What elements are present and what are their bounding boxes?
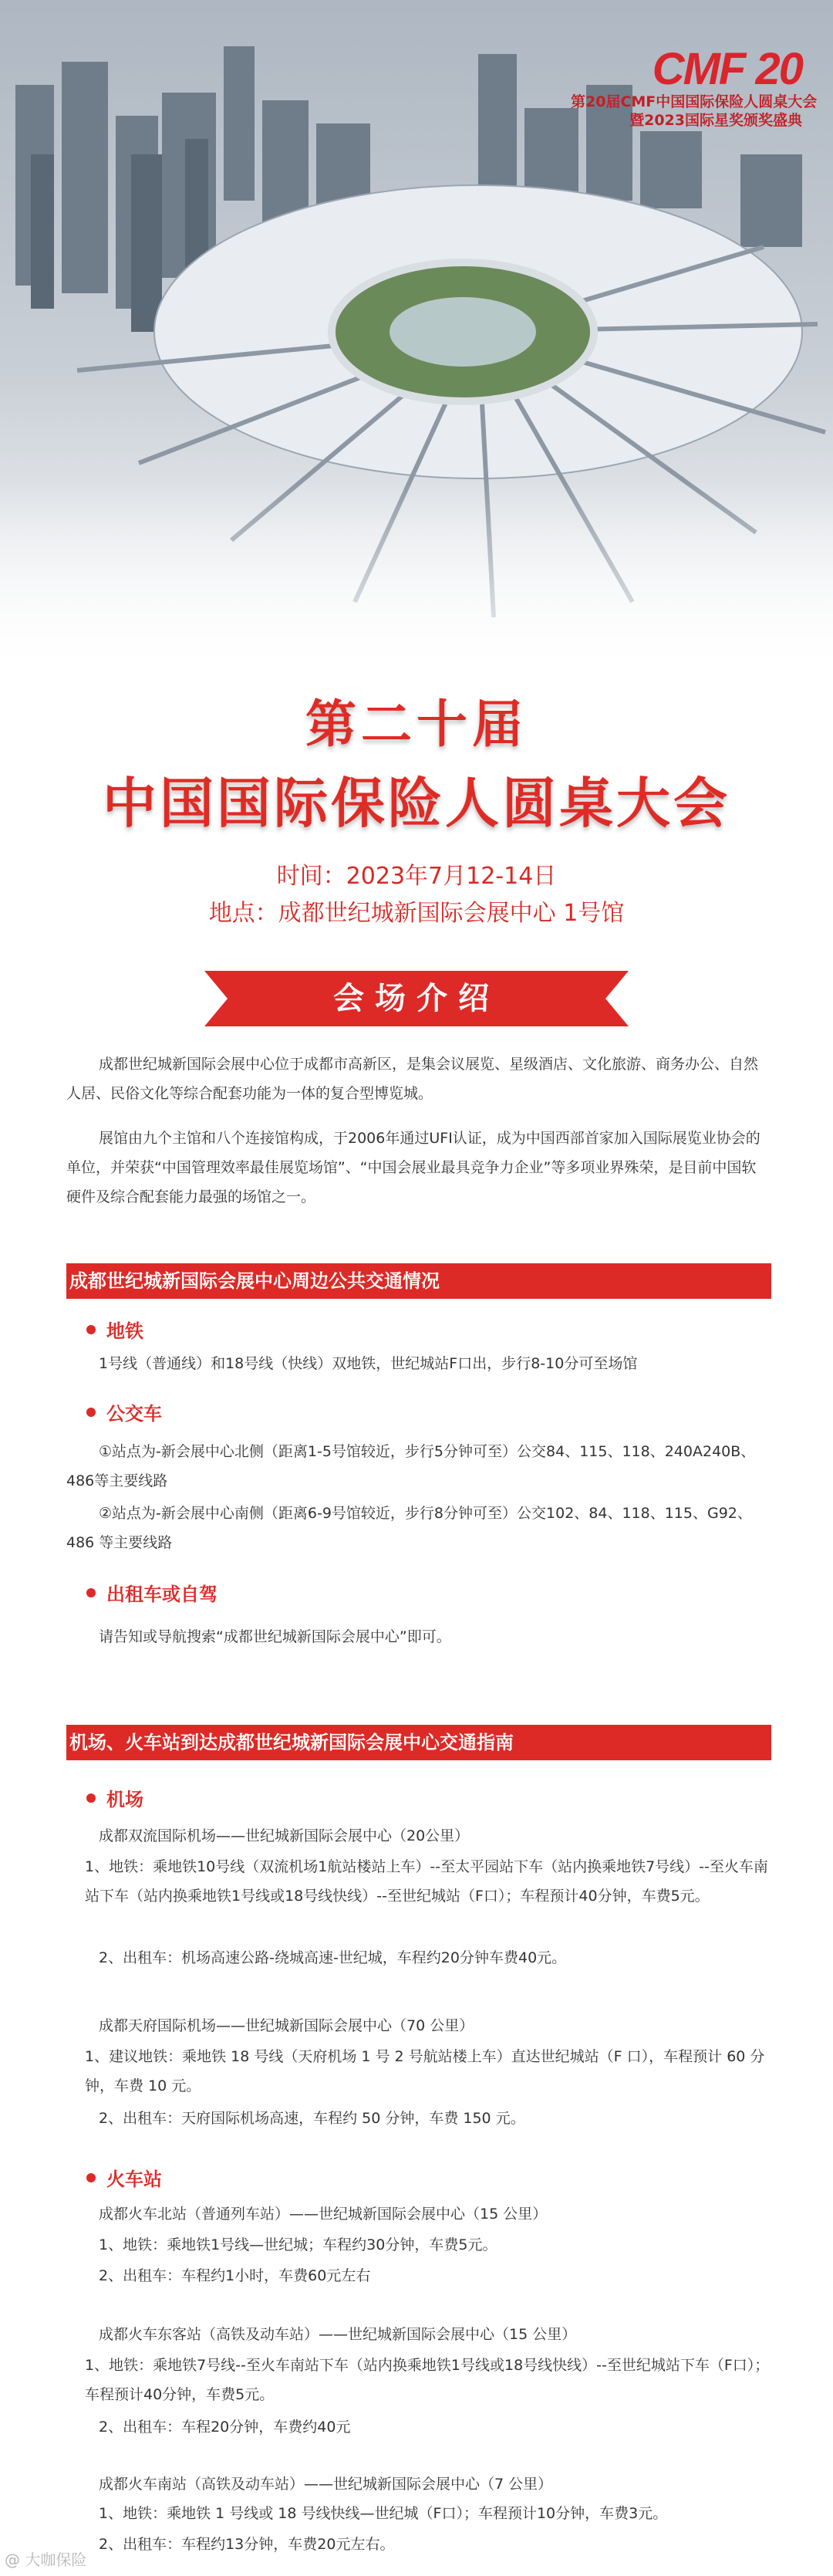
metro-text: 1号线（普通线）和18号线（快线）双地铁，世纪城站F口出，步行8-10分可至场馆 bbox=[99, 1355, 638, 1372]
logo-subtitle-2: 暨2023国际星奖颁奖盛典 bbox=[629, 112, 802, 129]
event-place: 地点：成都世纪城新国际会展中心 1号馆 bbox=[208, 900, 625, 927]
airport-2-line-1: 1、建议地铁：乘地铁 18 号线（天府机场 1 号 2 号航站楼上车）直达世纪城站（F 口），车程预计 60 分钟，车费 10 元。 bbox=[85, 2048, 765, 2094]
intro-paragraph-2: 展馆由九个主馆和八个连接馆构成，于2006年通过UFI认证，成为中国西部首家加入国际展览业协会的单位，并荣获“中国管理效率最佳展览场馆”、“中国会展业最具竞争力企业”等多项业界殊荣，是目前中国软硬件及综合配套能力最强的场馆之一。 bbox=[66, 1130, 760, 1205]
event-time: 时间：2023年7月12-14日 bbox=[276, 863, 557, 890]
bus-text-2: ②站点为-新会展中心南侧（距离6-9号馆较近，步行8分钟可至）公交102、84、118、115、G92、486 等主要线路 bbox=[66, 1505, 752, 1551]
title-line-1: 第二十届 bbox=[305, 694, 528, 754]
section-airport-train-header: 机场、火车站到达成都世纪城新国际会展中心交通指南 bbox=[66, 1725, 771, 1760]
taxi-text: 请告知或导航搜索“成都世纪城新国际会展中心”即可。 bbox=[99, 1628, 451, 1645]
venue-intro-banner bbox=[204, 971, 629, 1026]
title-line-2: 中国国际保险人圆桌大会 bbox=[103, 771, 730, 835]
airport-subheading: 机场 bbox=[86, 1784, 143, 1811]
train-3-heading: 成都火车南站（高铁及动车站）——世纪城新国际会展中心（7 公里） bbox=[99, 2476, 553, 2493]
train-3-line-1: 1、地铁：乘地铁 1 号线或 18 号线快线—世纪城（F口）；车程预计10分钟，车费3元。 bbox=[99, 2505, 668, 2522]
train-2-heading: 成都火车东客站（高铁及动车站）——世纪城新国际会展中心（15 公里） bbox=[99, 2326, 577, 2343]
airport-2-heading: 成都天府国际机场——世纪城新国际会展中心（70 公里） bbox=[99, 2017, 474, 2034]
logo-mark: CMF 20 bbox=[652, 44, 802, 94]
train-1-line-2: 2、出租车：车程约1小时，车费60元左右 bbox=[99, 2267, 371, 2284]
airport-1-heading: 成都双流国际机场——世纪城新国际会展中心（20公里） bbox=[99, 1827, 470, 1844]
hero-photo bbox=[0, 0, 833, 679]
cmf-logo bbox=[571, 44, 818, 130]
section-local-transport-header: 成都世纪城新国际会展中心周边公共交通情况 bbox=[66, 1263, 771, 1299]
banner-title: 会场介绍 bbox=[333, 981, 500, 1016]
bus-text-1: ①站点为-新会展中心北侧（距离1-5号馆较近，步行5分钟可至）公交84、115、118、240A240B、486等主要线路 bbox=[66, 1443, 756, 1489]
taxi-subheading: 出租车或自驾 bbox=[86, 1579, 218, 1606]
bus-subheading: 公交车 bbox=[86, 1398, 162, 1425]
train-1-heading: 成都火车北站（普通列车站）——世纪城新国际会展中心（15 公里） bbox=[99, 2206, 548, 2223]
train-1-line-1: 1、地铁：乘地铁1号线—世纪城；车程约30分钟，车费5元。 bbox=[99, 2236, 497, 2253]
watermark: @ 大咖保险 bbox=[5, 2551, 87, 2569]
airport-2-line-2: 2、出租车：天府国际机场高速，车程约 50 分钟，车费 150 元。 bbox=[99, 2110, 525, 2127]
airport-1-line-1: 1、地铁：乘地铁10号线（双流机场1航站楼站上车）--至太平园站下车（站内换乘地铁7号线）--至火车南站下车（站内换乘地铁1号线或18号线快线）--至世纪城站（F口）；车程预计40分钟，车费5元。 bbox=[85, 1858, 768, 1905]
intro-paragraph-1: 成都世纪城新国际会展中心位于成都市高新区，是集会议展览、星级酒店、文化旅游、商务办公、自然人居、民俗文化等综合配套功能为一体的复合型博览城。 bbox=[66, 1056, 759, 1102]
airport-1-line-2: 2、出租车：机场高速公路-绕城高速-世纪城，车程约20分钟车费40元。 bbox=[99, 1949, 567, 1966]
train-subheading: 火车站 bbox=[86, 2164, 162, 2191]
logo-subtitle-1: 第20届CMF中国国际保险人圆桌大会 bbox=[571, 93, 818, 110]
train-2-line-2: 2、出租车：车程20分钟，车费约40元 bbox=[99, 2419, 351, 2436]
metro-subheading: 地铁 bbox=[86, 1316, 143, 1343]
train-2-line-1: 1、地铁：乘地铁7号线--至火车南站下车（站内换乘地铁1号线或18号线快线）--至世纪城站下车（F口）；车程预计40分钟，车费5元。 bbox=[85, 2357, 770, 2403]
train-3-line-2: 2、出租车：车程约13分钟，车费20元左右。 bbox=[99, 2536, 395, 2553]
